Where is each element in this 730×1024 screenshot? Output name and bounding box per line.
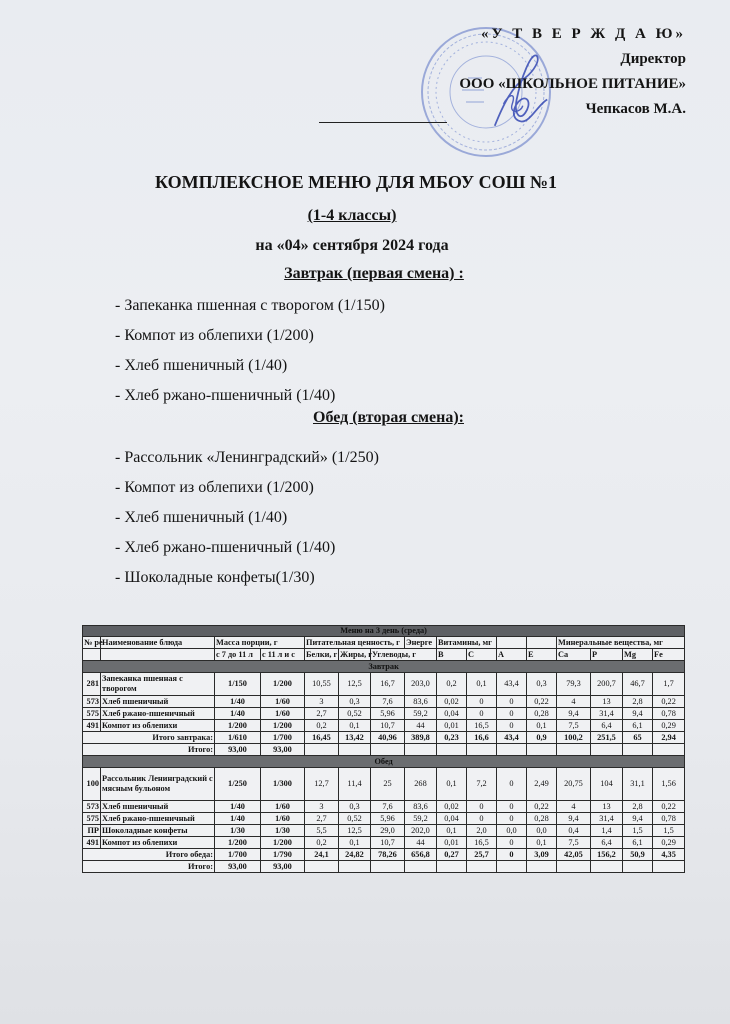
approval-block <box>459 22 686 122</box>
value-prot: 10,55 <box>305 673 339 696</box>
table-row <box>83 720 685 732</box>
value-fat: 0,3 <box>339 801 371 813</box>
empty-header <box>497 637 527 649</box>
total-prot: 24,1 <box>305 849 339 861</box>
empty-cell <box>653 861 685 873</box>
value-mg: 6,1 <box>623 837 653 849</box>
value-ca: 9,4 <box>557 708 591 720</box>
empty-cell <box>467 744 497 756</box>
value-fat: 0,1 <box>339 720 371 732</box>
value-a: 0 <box>497 708 527 720</box>
empty-cell <box>653 744 685 756</box>
value-fat: 0,3 <box>339 696 371 708</box>
lunch-total-row <box>83 849 685 861</box>
value-mg: 46,7 <box>623 673 653 696</box>
empty-cell <box>437 744 467 756</box>
col-header-p: Р <box>591 649 623 661</box>
total-c: 16,6 <box>467 732 497 744</box>
empty-cell <box>557 744 591 756</box>
col-header-minerals: Минеральные вещества, мг <box>557 637 685 649</box>
total-en: 389,8 <box>405 732 437 744</box>
value-en: 59,2 <box>405 708 437 720</box>
section-label-lunch: Обед <box>83 756 685 768</box>
value-fat: 0,52 <box>339 813 371 825</box>
col-header-ca: Са <box>557 649 591 661</box>
table-caption: Меню на 3 день (среда) <box>83 626 685 637</box>
value-prot: 3 <box>305 696 339 708</box>
mass-11plus: 1/30 <box>261 825 305 837</box>
value-prot: 12,7 <box>305 768 339 801</box>
empty-cell <box>339 861 371 873</box>
value-c: 0 <box>467 813 497 825</box>
value-prot: 0,2 <box>305 837 339 849</box>
total-label: Итого завтрака: <box>83 732 215 744</box>
value-carb: 29,0 <box>371 825 405 837</box>
mass-7-11: 1/150 <box>215 673 261 696</box>
value-fe: 0,29 <box>653 720 685 732</box>
col-header-vit-b: В <box>437 649 467 661</box>
value-fat: 11,4 <box>339 768 371 801</box>
dish-code: 491 <box>83 837 101 849</box>
col-header-mass: Масса порции, г <box>215 637 305 649</box>
list-item: - Хлеб пшеничный (1/40) <box>115 509 288 526</box>
value-p: 1,4 <box>591 825 623 837</box>
header-row-1 <box>83 637 685 649</box>
mass-7-11: 1/40 <box>215 813 261 825</box>
value-c: 0 <box>467 696 497 708</box>
value-e: 2,49 <box>527 768 557 801</box>
total-mg: 65 <box>623 732 653 744</box>
value-carb: 25 <box>371 768 405 801</box>
value-ca: 20,75 <box>557 768 591 801</box>
total-mass-7-11: 93,00 <box>215 744 261 756</box>
dish-name: Запеканка пшенная с творогом <box>101 673 215 696</box>
empty-cell <box>339 744 371 756</box>
value-carb: 7,6 <box>371 696 405 708</box>
value-mg: 6,1 <box>623 720 653 732</box>
list-item: - Компот из облепихи (1/200) <box>115 327 314 344</box>
total-en: 656,8 <box>405 849 437 861</box>
value-p: 6,4 <box>591 837 623 849</box>
col-header-vitamins: Витамины, мг <box>437 637 497 649</box>
value-en: 203,0 <box>405 673 437 696</box>
section-label-breakfast: Завтрак <box>83 661 685 673</box>
value-carb: 16,7 <box>371 673 405 696</box>
menu-date: на «04» сентября 2024 года <box>255 237 449 254</box>
lunch-heading: Обед (вторая смена): <box>313 409 464 426</box>
value-mg: 2,8 <box>623 696 653 708</box>
total-e: 0,9 <box>527 732 557 744</box>
value-b: 0,01 <box>437 720 467 732</box>
mass-11plus: 1/200 <box>261 673 305 696</box>
value-fe: 1,56 <box>653 768 685 801</box>
col-header-vit-e: Е <box>527 649 557 661</box>
col-header-nutrition: Питательная ценность, г <box>305 637 405 649</box>
value-fe: 0,22 <box>653 801 685 813</box>
value-prot: 0,2 <box>305 720 339 732</box>
lunch-price-row <box>83 861 685 873</box>
value-e: 0,1 <box>527 720 557 732</box>
mass-11plus: 1/200 <box>261 720 305 732</box>
total-fat: 13,42 <box>339 732 371 744</box>
empty-cell <box>305 861 339 873</box>
dish-code: 100 <box>83 768 101 801</box>
empty-header <box>83 649 101 661</box>
value-prot: 2,7 <box>305 813 339 825</box>
value-mg: 9,4 <box>623 708 653 720</box>
dish-code: 575 <box>83 813 101 825</box>
value-fe: 0,78 <box>653 813 685 825</box>
mass-7-11: 1/200 <box>215 837 261 849</box>
empty-cell <box>437 861 467 873</box>
value-fat: 0,52 <box>339 708 371 720</box>
value-carb: 5,96 <box>371 813 405 825</box>
dish-code: ПР <box>83 825 101 837</box>
total-b: 0,27 <box>437 849 467 861</box>
empty-cell <box>371 861 405 873</box>
approver-position: Директор <box>620 51 686 67</box>
total-fe: 4,35 <box>653 849 685 861</box>
value-p: 13 <box>591 696 623 708</box>
value-mg: 31,1 <box>623 768 653 801</box>
total-mass-7-11: 93,00 <box>215 861 261 873</box>
mass-7-11: 1/250 <box>215 768 261 801</box>
dish-name: Хлеб пшеничный <box>101 801 215 813</box>
value-b: 0,04 <box>437 708 467 720</box>
value-a: 0 <box>497 720 527 732</box>
empty-cell <box>527 861 557 873</box>
value-fat: 12,5 <box>339 825 371 837</box>
empty-cell <box>527 744 557 756</box>
classes-subtitle: (1-4 классы) <box>307 207 397 224</box>
value-ca: 0,4 <box>557 825 591 837</box>
value-en: 44 <box>405 720 437 732</box>
total-p: 156,2 <box>591 849 623 861</box>
value-c: 0 <box>467 708 497 720</box>
mass-11plus: 1/200 <box>261 837 305 849</box>
section-row-lunch <box>83 756 685 768</box>
value-c: 16,5 <box>467 837 497 849</box>
value-p: 104 <box>591 768 623 801</box>
empty-cell <box>623 861 653 873</box>
col-header-name: Наименование блюда <box>101 637 215 649</box>
mass-7-11: 1/200 <box>215 720 261 732</box>
total-label: Итого обеда: <box>83 849 215 861</box>
value-prot: 5,5 <box>305 825 339 837</box>
col-header-fe: Fe <box>653 649 685 661</box>
total-prot: 16,45 <box>305 732 339 744</box>
value-a: 0 <box>497 696 527 708</box>
value-e: 0,0 <box>527 825 557 837</box>
dish-code: 491 <box>83 720 101 732</box>
dish-name: Рассольник Ленинградский с мясным бульоном <box>101 768 215 801</box>
value-c: 0 <box>467 801 497 813</box>
empty-cell <box>497 744 527 756</box>
total-mass-11plus: 93,00 <box>261 861 305 873</box>
total-a: 0 <box>497 849 527 861</box>
mass-11plus: 1/60 <box>261 708 305 720</box>
list-item: - Хлеб ржано-пшеничный (1/40) <box>115 387 336 404</box>
value-a: 0 <box>497 768 527 801</box>
document-title: КОМПЛЕКСНОЕ МЕНЮ ДЛЯ МБОУ СОШ №1 <box>154 172 557 192</box>
value-prot: 2,7 <box>305 708 339 720</box>
value-ca: 4 <box>557 696 591 708</box>
table-row <box>83 801 685 813</box>
value-ca: 7,5 <box>557 720 591 732</box>
value-e: 0,22 <box>527 801 557 813</box>
value-fe: 0,22 <box>653 696 685 708</box>
mass-7-11: 1/30 <box>215 825 261 837</box>
total-mass-7-11: 1/700 <box>215 849 261 861</box>
table-row <box>83 708 685 720</box>
value-carb: 7,6 <box>371 801 405 813</box>
value-b: 0,01 <box>437 837 467 849</box>
approve-heading: «У Т В Е Р Ж Д А Ю» <box>480 26 686 42</box>
breakfast-list <box>115 291 385 411</box>
dish-name: Хлеб ржано-пшеничный <box>101 708 215 720</box>
list-item: - Хлеб ржано-пшеничный (1/40) <box>115 539 336 556</box>
empty-cell <box>405 861 437 873</box>
mass-11plus: 1/60 <box>261 801 305 813</box>
value-a: 0 <box>497 837 527 849</box>
col-header-age-11plus: с 11 л и с <box>261 649 305 661</box>
dish-name: Компот из облепихи <box>101 720 215 732</box>
list-item: - Хлеб пшеничный (1/40) <box>115 357 288 374</box>
value-p: 6,4 <box>591 720 623 732</box>
value-en: 83,6 <box>405 801 437 813</box>
value-b: 0,1 <box>437 768 467 801</box>
col-header-mg: Mg <box>623 649 653 661</box>
empty-cell <box>591 861 623 873</box>
value-c: 0,1 <box>467 673 497 696</box>
empty-cell <box>497 861 527 873</box>
header-row-2 <box>83 649 685 661</box>
list-item: - Рассольник «Ленинградский» (1/250) <box>115 449 379 466</box>
total-b: 0,23 <box>437 732 467 744</box>
total-mass-11plus: 1/790 <box>261 849 305 861</box>
value-en: 268 <box>405 768 437 801</box>
table-row <box>83 673 685 696</box>
value-fe: 0,29 <box>653 837 685 849</box>
value-en: 83,6 <box>405 696 437 708</box>
value-fe: 1,5 <box>653 825 685 837</box>
total-mass-11plus: 93,00 <box>261 744 305 756</box>
empty-cell <box>405 744 437 756</box>
value-b: 0,1 <box>437 825 467 837</box>
table-caption-row <box>83 626 685 637</box>
empty-cell <box>591 744 623 756</box>
value-carb: 5,96 <box>371 708 405 720</box>
total-carb: 40,96 <box>371 732 405 744</box>
empty-cell <box>467 861 497 873</box>
col-header-age-7-11: с 7 до 11 л <box>215 649 261 661</box>
mass-7-11: 1/40 <box>215 801 261 813</box>
col-header-fat: Жиры, г <box>340 649 372 659</box>
col-header-energy: Энерге <box>405 637 437 649</box>
nutrition-table <box>82 625 685 873</box>
table-row <box>83 813 685 825</box>
table-row <box>83 837 685 849</box>
empty-cell <box>623 744 653 756</box>
value-e: 0,3 <box>527 673 557 696</box>
value-a: 43,4 <box>497 673 527 696</box>
dish-name: Компот из облепихи <box>101 837 215 849</box>
col-header-protein: Белки, г <box>306 649 338 659</box>
mass-7-11: 1/40 <box>215 696 261 708</box>
empty-cell <box>305 744 339 756</box>
col-header-vit-a: А <box>497 649 527 661</box>
value-e: 0,28 <box>527 708 557 720</box>
total-p: 251,5 <box>591 732 623 744</box>
value-mg: 1,5 <box>623 825 653 837</box>
value-e: 0,28 <box>527 813 557 825</box>
value-a: 0 <box>497 801 527 813</box>
total-a: 43,4 <box>497 732 527 744</box>
total-mg: 50,9 <box>623 849 653 861</box>
value-c: 7,2 <box>467 768 497 801</box>
value-p: 13 <box>591 801 623 813</box>
value-en: 59,2 <box>405 813 437 825</box>
value-c: 16,5 <box>467 720 497 732</box>
approver-name: Чепкасов М.А. <box>585 101 686 117</box>
empty-header <box>101 649 215 661</box>
dish-name: Хлеб пшеничный <box>101 696 215 708</box>
col-header-vit-c: С <box>467 649 497 661</box>
value-ca: 4 <box>557 801 591 813</box>
value-en: 202,0 <box>405 825 437 837</box>
value-p: 31,4 <box>591 813 623 825</box>
value-fat: 12,5 <box>339 673 371 696</box>
empty-cell <box>371 744 405 756</box>
value-p: 31,4 <box>591 708 623 720</box>
value-b: 0,02 <box>437 696 467 708</box>
value-b: 0,2 <box>437 673 467 696</box>
lunch-list <box>115 443 379 593</box>
table-row <box>83 696 685 708</box>
section-row-breakfast <box>83 661 685 673</box>
value-b: 0,04 <box>437 813 467 825</box>
col-header-number: № ре <box>84 637 103 647</box>
value-ca: 79,3 <box>557 673 591 696</box>
value-ca: 7,5 <box>557 837 591 849</box>
total-label: Итого: <box>83 861 215 873</box>
value-carb: 10,7 <box>371 720 405 732</box>
dish-code: 573 <box>83 696 101 708</box>
table-row <box>83 825 685 837</box>
empty-cell <box>557 861 591 873</box>
value-mg: 9,4 <box>623 813 653 825</box>
value-e: 0,22 <box>527 696 557 708</box>
list-item: - Компот из облепихи (1/200) <box>115 479 314 496</box>
breakfast-total-row <box>83 732 685 744</box>
value-ca: 9,4 <box>557 813 591 825</box>
total-fat: 24,82 <box>339 849 371 861</box>
breakfast-price-row <box>83 744 685 756</box>
total-label: Итого: <box>83 744 215 756</box>
dish-code: 575 <box>83 708 101 720</box>
mass-11plus: 1/60 <box>261 696 305 708</box>
col-header-carbs: Углеводы, г <box>371 649 437 661</box>
value-fe: 0,78 <box>653 708 685 720</box>
empty-header <box>527 637 557 649</box>
value-mg: 2,8 <box>623 801 653 813</box>
total-mass-7-11: 1/610 <box>215 732 261 744</box>
value-fe: 1,7 <box>653 673 685 696</box>
value-a: 0 <box>497 813 527 825</box>
breakfast-heading: Завтрак (первая смена) : <box>284 265 464 282</box>
total-mass-11plus: 1/700 <box>261 732 305 744</box>
value-a: 0,0 <box>497 825 527 837</box>
dish-name: Шоколадные конфеты <box>101 825 215 837</box>
signature-line <box>319 122 447 123</box>
mass-7-11: 1/40 <box>215 708 261 720</box>
list-item: - Запеканка пшенная с творогом (1/150) <box>115 297 385 314</box>
total-ca: 100,2 <box>557 732 591 744</box>
total-fe: 2,94 <box>653 732 685 744</box>
dish-name: Хлеб ржано-пшеничный <box>101 813 215 825</box>
total-carb: 78,26 <box>371 849 405 861</box>
dish-code: 281 <box>83 673 101 696</box>
table-row <box>83 768 685 801</box>
mass-11plus: 1/300 <box>261 768 305 801</box>
mass-11plus: 1/60 <box>261 813 305 825</box>
value-p: 200,7 <box>591 673 623 696</box>
dish-code: 573 <box>83 801 101 813</box>
value-c: 2,0 <box>467 825 497 837</box>
value-fat: 0,1 <box>339 837 371 849</box>
value-en: 44 <box>405 837 437 849</box>
approver-organization: ООО «ШКОЛЬНОЕ ПИТАНИЕ» <box>459 76 686 92</box>
value-carb: 10,7 <box>371 837 405 849</box>
list-item: - Шоколадные конфеты(1/30) <box>115 569 315 586</box>
value-e: 0,1 <box>527 837 557 849</box>
value-prot: 3 <box>305 801 339 813</box>
total-ca: 42,05 <box>557 849 591 861</box>
value-b: 0,02 <box>437 801 467 813</box>
total-c: 25,7 <box>467 849 497 861</box>
total-e: 3,09 <box>527 849 557 861</box>
